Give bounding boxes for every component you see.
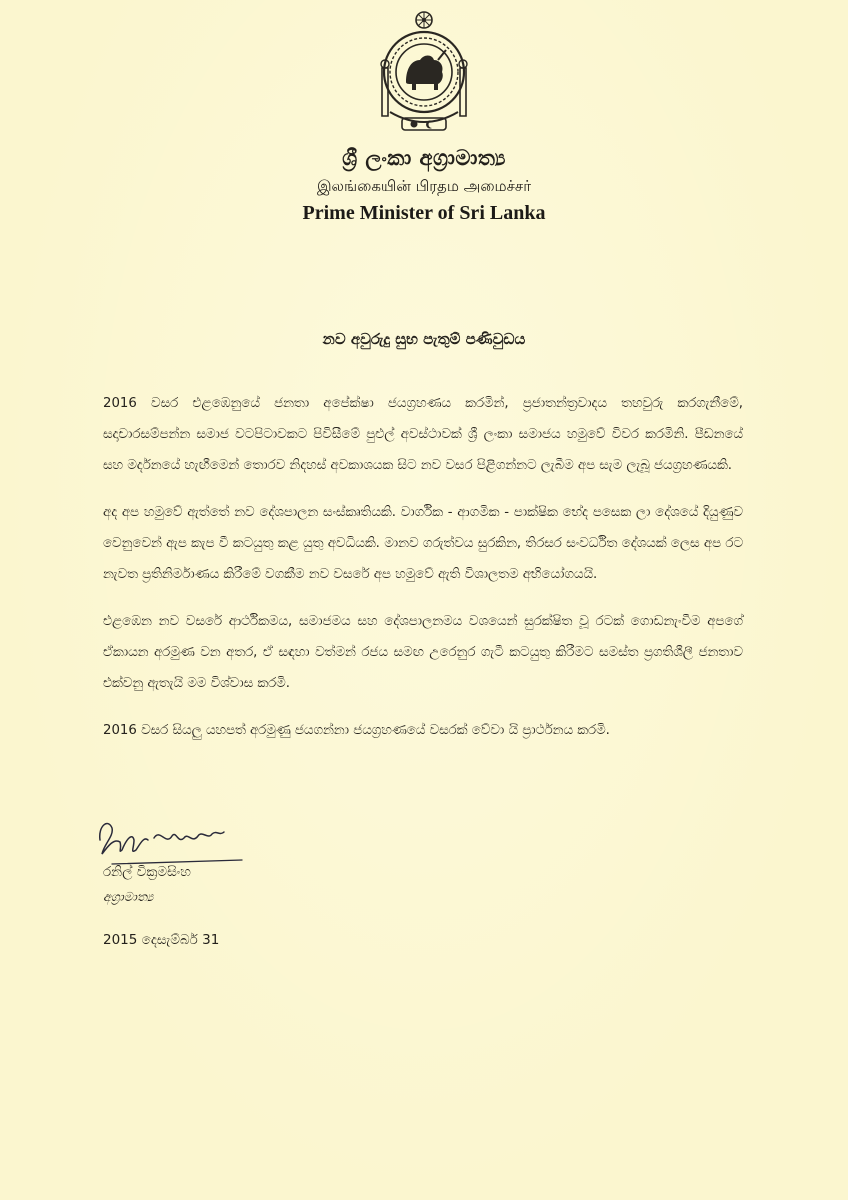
paragraph-2: අද අප හමුවේ ඇත්තේ නව දේශපාලන සංස්කෘතියකි. වාර්ගික - ආගමික - පාක්ෂික භේද පසෙක ලා දේශයේ දියුණුව වෙනුවෙන් ඇප කැප වී කටයුතු කළ යුතු අවධියකි. මානව ගරුත්වය සුරකින, තිරසර සංවර්ධිත දේශයක් ලෙස අප රට නැවත ප්‍රතිනිර්මාණය කිරීමේ වගකීම නව වසරේ අප හමුවේ ඇති විශාලතම අභියෝගයයි. [103,505,743,582]
paragraph-3: එළඹෙන නව වසරේ ආර්ථිකමය, සමාජමය සහ දේශපාලනමය වශයෙන් සුරක්ෂිත වූ රටක් ගොඩනැංවීම අපගේ ඒකායන අරමුණ වන අතර, ඒ සඳහා වත්මන් රජය සමඟ උරෙනුර ගැටී කටයුතු කිරීමට සමස්ත ප්‍රගතිශීලී ජනතාව එක්වනු ඇතැයි මම විශ්වාස කරමි. [103,614,743,691]
letterhead-sinhala: ශ්‍රී ලංකා අග්‍රාමාත්‍ය [342,146,506,170]
letter-title: නව අවුරුදු සුභ පැතුම් පණිවුඩය [322,330,526,348]
letter-date: 2015 දෙසැම්බර් 31 [103,932,220,948]
signer-title: අග්‍රාමාත්‍ය [103,889,154,904]
handwritten-signature [92,810,252,870]
paragraph-1: 2016 වසර එළඹෙනුයේ ජනතා අපේක්ෂා ජයග්‍රහණය කරමින්, ප්‍රජාතන්ත්‍රවාදය තහවුරු කරගැනීමේ, සදාචාරසම්පන්න සමාජ වටපිටාවකට පිවිසීමේ පුළුල් අවස්ථාවක් ශ්‍රී ලංකා සමාජය හමුවේ විවර කරමිනි. පීඩනයේ සහ මර්දනයේ හැඟීමෙන් තොරව නිදහස් අවකාශයක සිට නව වසර පිළිගන්නට ලැබීම අප සැම ලැබූ ජයග්‍රහණයකි. [103,396,743,473]
letterhead-english: Prime Minister of Sri Lanka [302,202,546,224]
letterhead [0,8,848,225]
letter-body [103,388,743,762]
letterhead-tamil: இலங்கையின் பிரதம அமைச்சர் [316,177,532,195]
sri-lanka-emblem-icon [372,8,476,136]
paragraph-4: 2016 වසර සියලු යහපත් අරමුණු ජයගන්නා ජයග්‍රහණයේ වසරක් වේවා යි ප්‍රාර්ථනය කරමි. [103,723,610,738]
signer-name: රනිල් වික්‍රමසිංහ [103,864,191,880]
